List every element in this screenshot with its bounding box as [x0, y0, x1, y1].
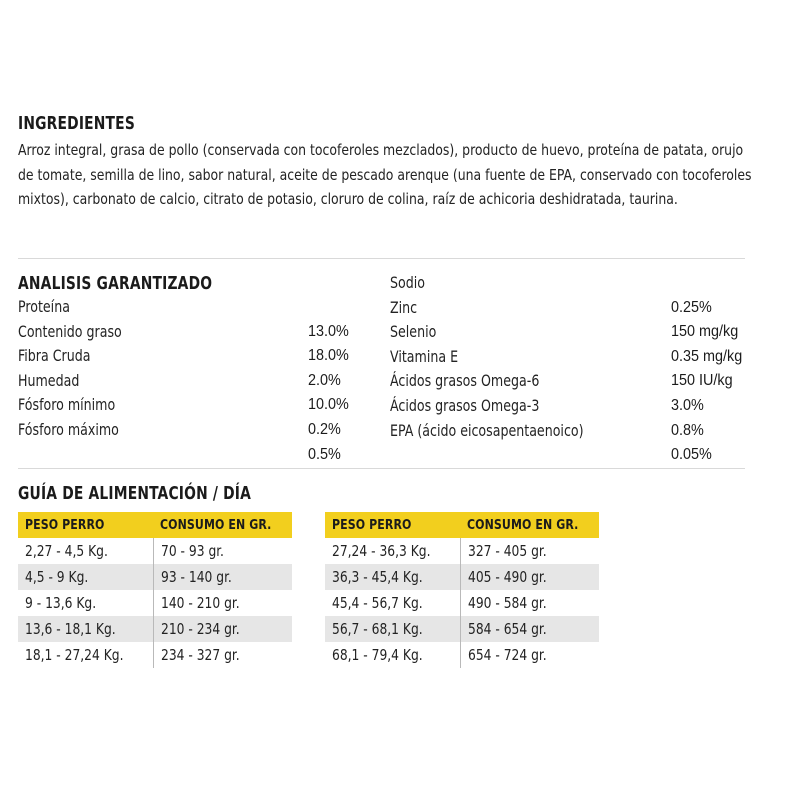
table-header-row	[325, 512, 599, 538]
table-row	[18, 564, 292, 590]
cell-amount: 234 - 327 gr.	[160, 646, 240, 664]
cell-weight: 18,1 - 27,24 Kg.	[18, 642, 153, 668]
analysis-value: 2.0%	[308, 371, 341, 389]
analysis-value: 0.8%	[671, 421, 704, 439]
analysis-row	[390, 421, 762, 464]
table-row	[18, 590, 292, 616]
analysis-label: Fósforo mínimo	[18, 396, 116, 415]
guaranteed-analysis-section	[18, 274, 763, 464]
analysis-label: Zinc	[390, 298, 418, 317]
cell-weight: 45,4 - 56,7 Kg.	[325, 590, 460, 616]
analysis-label: Vitamina E	[390, 347, 459, 366]
analysis-value: 0.2%	[308, 420, 341, 438]
cell-amount: 70 - 93 gr.	[160, 542, 224, 560]
feeding-guide-section	[18, 484, 763, 668]
table-header-row	[18, 512, 292, 538]
analysis-label: EPA (ácido eicosapentaenoico)	[390, 421, 584, 440]
table-row	[325, 564, 599, 590]
cell-weight: 2,27 - 4,5 Kg.	[18, 538, 153, 564]
analysis-value: 0.35 mg/kg	[671, 347, 743, 365]
analysis-value: 3.0%	[671, 396, 704, 414]
feeding-table-left	[18, 512, 292, 668]
cell-amount: 654 - 724 gr.	[467, 646, 547, 664]
analysis-label: Fibra Cruda	[18, 347, 91, 366]
analysis-label: Ácidos grasos Omega-3	[390, 396, 540, 415]
cell-weight: 36,3 - 45,4 Kg.	[325, 564, 460, 590]
analysis-value: 150 IU/kg	[671, 372, 733, 390]
cell-amount: 210 - 234 gr.	[153, 616, 292, 642]
feeding-tables	[18, 512, 763, 668]
analysis-value: 150 mg/kg	[671, 323, 739, 341]
cell-amount: 140 - 210 gr.	[160, 594, 240, 612]
analysis-label: Fósforo máximo	[18, 420, 119, 439]
table-row	[325, 642, 599, 668]
column-header-weight: PESO PERRO	[18, 512, 153, 538]
analysis-value: 18.0%	[308, 347, 349, 365]
cell-weight: 13,6 - 18,1 Kg.	[18, 616, 153, 642]
table-row	[325, 616, 599, 642]
table-row	[325, 538, 599, 564]
divider-above-analysis	[18, 258, 745, 259]
analysis-heading: ANALISIS GARANTIZADO	[18, 274, 213, 294]
column-header-amount: CONSUMO EN GR.	[153, 512, 292, 538]
analysis-label: Contenido graso	[18, 322, 122, 341]
ingredients-text: Arroz integral, grasa de pollo (conservada con tocoferoles mezclados), producto de huevo, proteína de patata, orujo de tomate, semilla de lino, sabor natural, aceite de pescado arenque (una fuente de EPA, conservado con tocoferoles mixtos), carbonato de calcio, citrato de potasio, cloruro de colina, raíz de achicoria deshidratada, taurina.	[18, 141, 752, 208]
analysis-column-left	[18, 274, 390, 463]
cell-amount: 584 - 654 gr.	[460, 616, 599, 642]
cell-amount: 327 - 405 gr.	[467, 542, 547, 560]
analysis-label: Selenio	[390, 323, 437, 342]
table-row	[18, 616, 292, 642]
cell-weight: 4,5 - 9 Kg.	[18, 564, 153, 590]
ingredients-section	[18, 114, 763, 212]
feeding-guide-heading: GUÍA DE ALIMENTACIÓN / DÍA	[18, 484, 251, 504]
column-header-weight: PESO PERRO	[325, 512, 460, 538]
analysis-row	[18, 420, 390, 463]
table-row	[325, 590, 599, 616]
analysis-value: 13.0%	[308, 322, 349, 340]
cell-amount: 490 - 584 gr.	[467, 594, 547, 612]
table-row	[18, 642, 292, 668]
analysis-value: 10.0%	[308, 396, 349, 414]
cell-amount: 405 - 490 gr.	[460, 564, 599, 590]
analysis-column-right	[390, 274, 762, 464]
divider-above-feeding-guide	[18, 468, 745, 469]
analysis-label: Sodio	[390, 274, 426, 292]
analysis-label: Ácidos grasos Omega-6	[390, 372, 540, 391]
cell-weight: 68,1 - 79,4 Kg.	[325, 642, 460, 668]
analysis-label: Humedad	[18, 371, 80, 390]
analysis-value: 0.25%	[671, 298, 712, 316]
analysis-value: 0.05%	[671, 446, 712, 464]
column-header-amount: CONSUMO EN GR.	[460, 512, 599, 538]
table-row	[18, 538, 292, 564]
analysis-value: 0.5%	[308, 445, 341, 463]
feeding-table-right	[325, 512, 599, 668]
analysis-label: Proteína	[18, 298, 70, 316]
cell-weight: 27,24 - 36,3 Kg.	[325, 538, 460, 564]
ingredients-heading: INGREDIENTES	[18, 114, 135, 134]
cell-amount: 93 - 140 gr.	[153, 564, 292, 590]
cell-weight: 9 - 13,6 Kg.	[18, 590, 153, 616]
cell-weight: 56,7 - 68,1 Kg.	[325, 616, 460, 642]
